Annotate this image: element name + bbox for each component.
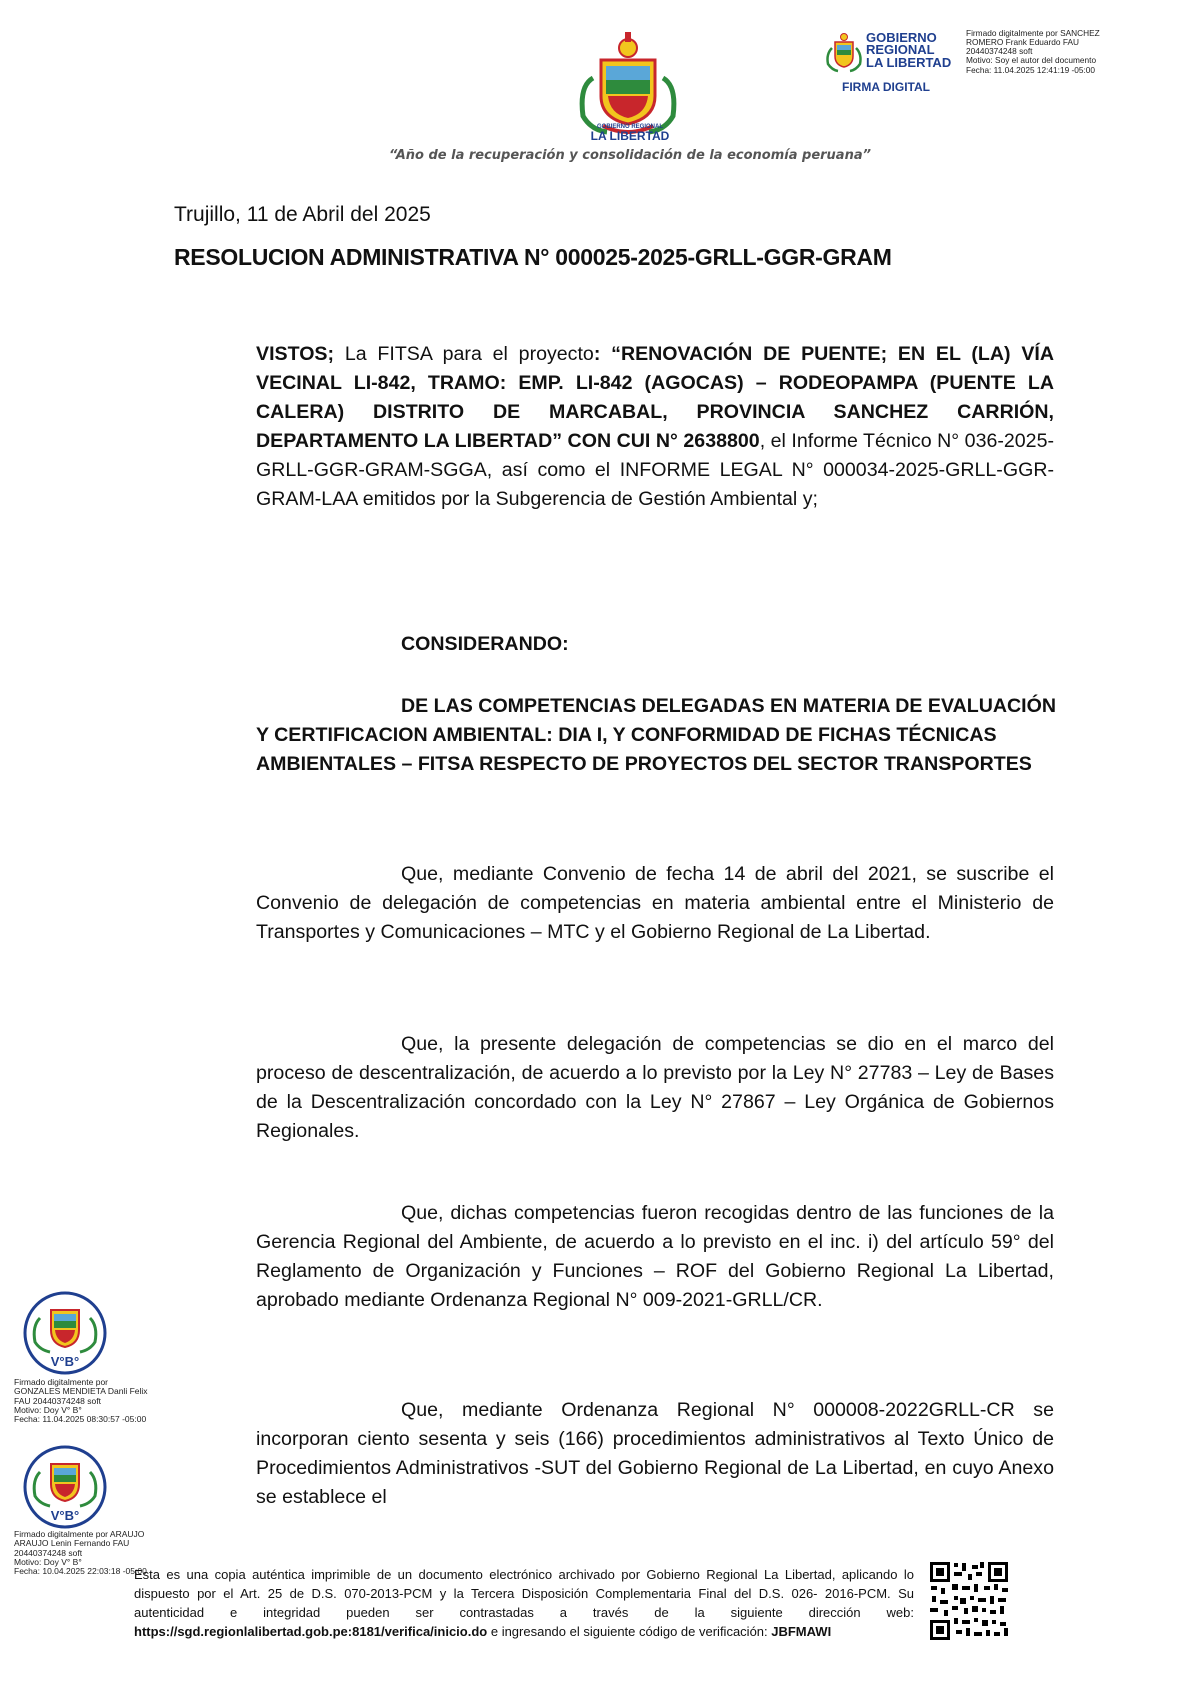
signature-line: Fecha: 11.04.2025 12:41:19 -05:00 — [966, 64, 1096, 75]
paragraph-3 — [256, 1199, 1054, 1315]
verification-url[interactable]: https://sgd.regionlalibertad.gob.pe:8181/verifica/inicio.do — [134, 1624, 488, 1639]
vistos-text-continued: , el Informe Técnico N° 036-2025-GRLL-GGR-GRAM-SGGA, así como el INFORME LEGAL N° 000034-2025-GRLL-GGR-GRAM-LAA emitidos por la Subgerencia de Gestión Ambiental y; — [256, 430, 1054, 510]
vb-signature-line: Fecha: 11.04.2025 08:30:57 -05:00 — [14, 1414, 147, 1425]
vb-stamp-label: V°B° — [50, 1354, 80, 1369]
signature-line: ROMERO Frank Eduardo FAU — [966, 37, 1079, 48]
vb-stamp-icon — [22, 1290, 108, 1376]
crest-caption-line2: LA LIBERTAD — [590, 129, 670, 143]
vb-stamp-label: V°B° — [50, 1508, 80, 1523]
paragraph-text: Que, mediante Ordenanza Regional N° 000008-2022GRLL-CR se incorporan ciento sesenta y seis (166) procedimientos administrativos al Texto Único de Procedimientos Administrativos -SUT del Gobierno Regional de La Libertad, en cuyo Anexo se establece el — [256, 1399, 1054, 1508]
signature-line: Firmado digitalmente por SANCHEZ — [966, 28, 1100, 38]
firma-digital-crest-icon — [824, 30, 864, 74]
qr-code-icon — [928, 1560, 1010, 1642]
paragraph-4 — [256, 1396, 1054, 1512]
vb-signature-info-1 — [14, 1378, 194, 1425]
section-heading — [256, 692, 1056, 779]
considerando-heading: CONSIDERANDO: — [401, 633, 569, 655]
vb-signature-line: 20440374248 soft — [14, 1547, 83, 1558]
section-heading-text: DE LAS COMPETENCIAS DELEGADAS EN MATERIA DE EVALUACIÓN Y CERTIFICACION AMBIENTAL: DIA I, Y CONFORMIDAD DE FICHAS TÉCNICAS AMBIENTALES – FITSA RESPECTO DE PROYECTOS DEL SECTOR TRANSPORTES — [256, 695, 1056, 775]
firma-digital-brand — [866, 32, 951, 69]
vb-signature-line: Firmado digitalmente por ARAUJO — [14, 1529, 145, 1539]
vistos-text: La FITSA para el proyecto — [334, 343, 594, 365]
signature-line: 20440374248 soft — [966, 46, 1033, 57]
vistos-project: : “RENOVACIÓN DE PUENTE; EN EL (LA) VÍA VECINAL LI-842, TRAMO: EMP. LI-842 (AGOCAS) – RODEOPAMPA (PUENTE LA CALERA) DISTRITO DE MARCABAL, PROVINCIA SANCHEZ CARRIÓN, DEPARTAMENTO LA LIBERTAD” CON CUI N° 2638800 — [256, 343, 1054, 452]
vb-signature-line: GONZALES MENDIETA Danli Felix — [14, 1386, 148, 1397]
firma-digital-label: FIRMA DIGITAL — [842, 80, 930, 94]
paragraph-text: Que, mediante Convenio de fecha 14 de abril del 2021, se suscribe el Convenio de delegación de competencias en materia ambiental entre el Ministerio de Transportes y Comunicaciones – MTC y el Gobierno Regional de La Libertad. — [256, 863, 1054, 943]
crest-caption — [580, 124, 680, 142]
vb-signature-line: Fecha: 10.04.2025 22:03:18 -05:00 — [14, 1566, 147, 1577]
firma-brand-line-2: REGIONAL — [866, 42, 935, 58]
footer-text-continued: e ingresando el siguiente código de verificación: — [487, 1624, 772, 1639]
vb-signature-line: Firmado digitalmente por — [14, 1377, 109, 1387]
vb-signature-line: Motivo: Doy V° B° — [14, 1405, 82, 1416]
paragraph-2 — [256, 1030, 1054, 1146]
year-motto: “Año de la recuperación y consolidación de la economía peruana” — [389, 148, 871, 163]
signature-line: Motivo: Soy el autor del documento — [966, 55, 1097, 66]
vb-stamp-icon — [22, 1444, 108, 1530]
authenticity-footer — [134, 1565, 914, 1641]
vistos-paragraph — [256, 340, 1054, 514]
digital-signature-info — [966, 29, 1136, 75]
paragraph-text: Que, la presente delegación de competencias se dio en el marco del proceso de descentralización, de acuerdo a lo previsto por la Ley N° 27783 – Ley de Bases de la Descentralización concordado con la Ley N° 27867 – Ley Orgánica de Gobiernos Regionales. — [256, 1033, 1054, 1142]
vistos-label: VISTOS; — [256, 343, 335, 365]
vb-signature-line: ARAUJO Lenin Fernando FAU — [14, 1538, 130, 1549]
footer-text: Esta es una copia auténtica imprimible de un documento electrónico archivado por Gobierno Regional La Libertad, aplicando lo dispuesto por el Art. 25 de D.S. 070-2013-PCM y la Tercera Disposición Complementaria Final del D.S. 026- 2016-PCM. Su autenticidad e integridad pueden ser contrastadas a través de la siguiente dirección web: — [134, 1567, 914, 1620]
firma-brand-line-3: LA LIBERTAD — [866, 54, 952, 70]
firma-brand-line-1: GOBIERNO — [866, 30, 937, 45]
vb-signature-line: FAU 20440374248 soft — [14, 1395, 101, 1406]
verification-code: JBFMAWI — [771, 1624, 832, 1639]
crest-caption-line1: GOBIERNO REGIONAL — [596, 124, 663, 130]
document-date: Trujillo, 11 de Abril del 2025 — [174, 203, 431, 226]
paragraph-1 — [256, 860, 1054, 947]
vb-signature-line: Motivo: Doy V° B° — [14, 1557, 82, 1568]
resolution-title: RESOLUCION ADMINISTRATIVA N° 000025-2025-GRLL-GGR-GRAM — [174, 244, 892, 270]
paragraph-text: Que, dichas competencias fueron recogidas dentro de las funciones de la Gerencia Regional del Ambiente, de acuerdo a lo previsto en el inc. i) del artículo 59° del Reglamento de Organización y Funciones – ROF del Gobierno Regional La Libertad, aprobado mediante Ordenanza Regional N° 009-2021-GRLL/CR. — [256, 1202, 1054, 1311]
